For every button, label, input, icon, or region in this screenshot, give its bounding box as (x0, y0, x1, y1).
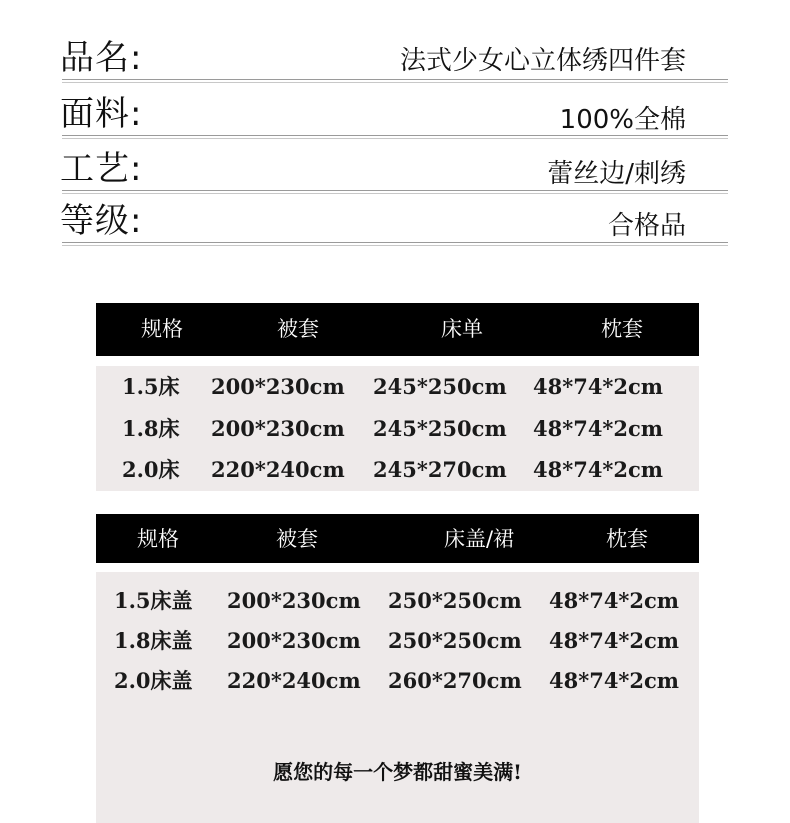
spec-value: 蕾丝边/刺绣 (547, 159, 686, 189)
table-cell: 1.8床 (122, 416, 180, 441)
divider (62, 79, 728, 80)
table-cell: 48*74*2cm (549, 588, 680, 613)
table-cell: 48*74*2cm (533, 416, 664, 441)
column-header: 被套 (276, 527, 318, 551)
size-table-2-body (96, 572, 699, 823)
divider (62, 193, 728, 194)
table-cell: 200*230cm (211, 374, 345, 399)
spec-value: 100%全棉 (559, 105, 686, 135)
table-cell: 48*74*2cm (533, 374, 664, 399)
table-cell: 250*250cm (388, 628, 522, 653)
table-cell: 245*250cm (373, 416, 507, 441)
column-header: 枕套 (601, 317, 643, 341)
table-cell: 48*74*2cm (549, 668, 680, 693)
closing-message: 愿您的每一个梦都甜蜜美满! (273, 760, 522, 784)
size-table-1-body (96, 366, 699, 491)
table-cell: 48*74*2cm (533, 457, 664, 482)
spec-value: 合格品 (607, 211, 686, 241)
table-cell: 200*230cm (227, 628, 361, 653)
size-table-1-header (96, 303, 699, 356)
divider (62, 82, 728, 83)
spec-row-name (60, 34, 728, 90)
table-cell: 245*250cm (373, 374, 507, 399)
column-header: 被套 (277, 317, 319, 341)
spec-value: 法式少女心立体绣四件套 (399, 46, 686, 76)
table-cell: 200*230cm (211, 416, 345, 441)
column-header: 规格 (137, 527, 179, 551)
column-header: 床盖/裙 (443, 527, 515, 551)
table-cell: 2.0床 (122, 457, 180, 482)
table-cell: 1.5床 (122, 374, 180, 399)
spec-label: 品名: (60, 38, 143, 78)
table-cell: 220*240cm (211, 457, 345, 482)
table-cell: 1.5床盖 (114, 588, 193, 613)
table-cell: 245*270cm (373, 457, 507, 482)
spec-label: 面料: (60, 94, 143, 134)
column-header: 床单 (441, 317, 483, 341)
table-cell: 260*270cm (388, 668, 522, 693)
column-header: 枕套 (606, 527, 648, 551)
size-table-2-header (96, 514, 699, 563)
divider (62, 245, 728, 246)
table-cell: 2.0床盖 (114, 668, 193, 693)
spec-row-fabric (60, 90, 728, 146)
table-cell: 48*74*2cm (549, 628, 680, 653)
spec-row-grade (60, 197, 728, 253)
table-cell: 250*250cm (388, 588, 522, 613)
divider (62, 242, 728, 243)
column-header: 规格 (141, 317, 183, 341)
divider (62, 190, 728, 191)
spec-row-craft (60, 145, 728, 201)
table-cell: 200*230cm (227, 588, 361, 613)
spec-label: 等级: (60, 201, 143, 241)
table-cell: 1.8床盖 (114, 628, 193, 653)
divider (62, 135, 728, 136)
spec-label: 工艺: (60, 149, 143, 189)
table-cell: 220*240cm (227, 668, 361, 693)
divider (62, 138, 728, 139)
